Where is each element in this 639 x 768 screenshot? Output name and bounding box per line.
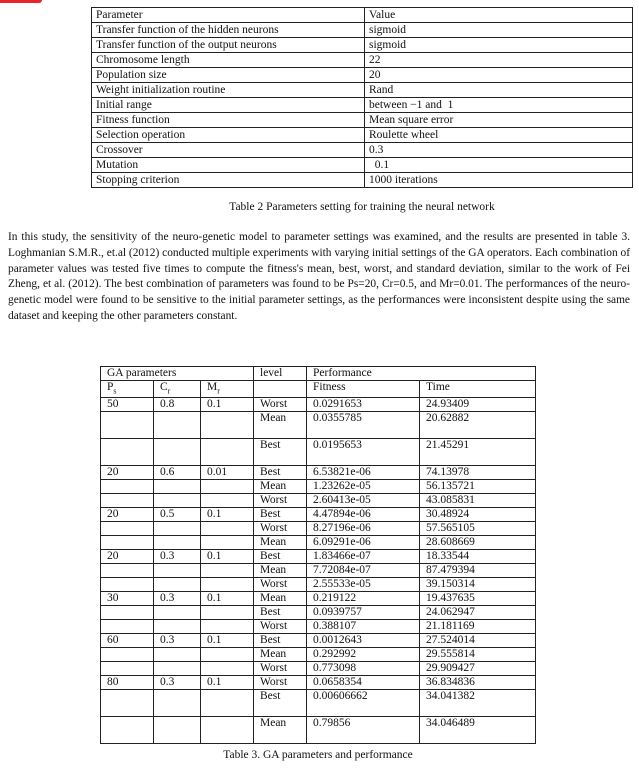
value-cell: Rand	[365, 83, 633, 98]
parameter-row	[92, 68, 633, 83]
mr-cell	[201, 717, 254, 744]
fitness-cell: 0.0012643	[307, 634, 420, 648]
ps-cell	[101, 480, 154, 494]
fitness-cell: 0.0658354	[307, 676, 420, 690]
mr-cell: 0.1	[201, 592, 254, 606]
mr-cell	[201, 606, 254, 620]
value-cell: 0.3	[365, 143, 633, 158]
ps-cell	[101, 439, 154, 466]
parameter-cell: Selection operation	[92, 128, 365, 143]
level-cell: Worst	[254, 676, 307, 690]
time-cell: 43.085831	[420, 494, 536, 508]
ps-cell	[101, 717, 154, 744]
fitness-cell: 0.0355785	[307, 412, 420, 439]
level-cell: Worst	[254, 578, 307, 592]
level-cell: Worst	[254, 522, 307, 536]
time-cell: 57.565105	[420, 522, 536, 536]
header-mr: $M_r$	[201, 381, 254, 398]
parameter-row	[92, 38, 633, 53]
table-row	[101, 592, 536, 606]
table-row	[101, 717, 536, 744]
fitness-cell: 0.0195653	[307, 439, 420, 466]
ps-cell: 30	[101, 592, 154, 606]
header-ga-parameters: GA parameters	[101, 367, 254, 381]
header-time: Time	[420, 381, 536, 398]
parameter-row	[92, 143, 633, 158]
cr-cell	[154, 690, 201, 717]
fitness-cell: 0.79856	[307, 717, 420, 744]
fitness-cell: 4.47894e-06	[307, 508, 420, 522]
parameter-row	[92, 113, 633, 128]
level-cell: Mean	[254, 564, 307, 578]
table-row	[101, 398, 536, 412]
time-cell: 27.524014	[420, 634, 536, 648]
mr-cell	[201, 480, 254, 494]
mr-cell	[201, 439, 254, 466]
fitness-cell: 1.23262e-05	[307, 480, 420, 494]
header-level: level	[254, 367, 307, 381]
header-performance: Performance	[307, 367, 536, 381]
ps-cell	[101, 690, 154, 717]
cr-cell	[154, 522, 201, 536]
parameter-cell: Weight initialization routine	[92, 83, 365, 98]
cr-cell: 0.3	[154, 592, 201, 606]
ga-performance-table	[100, 366, 536, 744]
value-cell: 1000 iterations	[365, 173, 633, 188]
level-cell: Best	[254, 466, 307, 480]
parameter-cell: Stopping criterion	[92, 173, 365, 188]
mr-cell: 0.01	[201, 466, 254, 480]
fitness-cell: 0.219122	[307, 592, 420, 606]
level-cell: Best	[254, 439, 307, 466]
header-parameter: Parameter	[92, 8, 365, 23]
cr-cell	[154, 412, 201, 439]
level-cell: Best	[254, 606, 307, 620]
fitness-cell: 2.55533e-05	[307, 578, 420, 592]
value-cell: between −1 and 1	[365, 98, 633, 113]
level-cell: Mean	[254, 717, 307, 744]
parameter-row	[92, 158, 633, 173]
mr-cell	[201, 536, 254, 550]
table-row	[101, 634, 536, 648]
table-row	[101, 606, 536, 620]
mr-cell	[201, 648, 254, 662]
cr-cell	[154, 564, 201, 578]
parameter-cell: Transfer function of the hidden neurons	[92, 23, 365, 38]
value-cell: sigmoid	[365, 38, 633, 53]
level-cell: Mean	[254, 536, 307, 550]
parameters-table-header	[92, 8, 633, 23]
header-ps: $P_s$	[101, 381, 154, 398]
level-cell: Worst	[254, 620, 307, 634]
fitness-cell: 6.09291e-06	[307, 536, 420, 550]
ps-cell	[101, 620, 154, 634]
fitness-cell: 0.0939757	[307, 606, 420, 620]
value-cell: 22	[365, 53, 633, 68]
mr-cell: 0.1	[201, 676, 254, 690]
ps-cell	[101, 536, 154, 550]
cr-cell	[154, 620, 201, 634]
header-value: Value	[365, 8, 633, 23]
time-cell: 87.479394	[420, 564, 536, 578]
mr-cell: 0.1	[201, 508, 254, 522]
table-row	[101, 494, 536, 508]
ps-cell: 20	[101, 550, 154, 564]
parameter-cell: Chromosome length	[92, 53, 365, 68]
table-row	[101, 550, 536, 564]
parameters-table	[91, 7, 633, 188]
ps-cell: 80	[101, 676, 154, 690]
time-cell: 34.046489	[420, 717, 536, 744]
ps-cell: 20	[101, 466, 154, 480]
cr-cell	[154, 662, 201, 676]
parameter-cell: Transfer function of the output neurons	[92, 38, 365, 53]
time-cell: 30.48924	[420, 508, 536, 522]
fitness-cell: 2.60413e-05	[307, 494, 420, 508]
table-row	[101, 466, 536, 480]
mr-cell: 0.1	[201, 550, 254, 564]
fitness-cell: 0.292992	[307, 648, 420, 662]
mr-cell	[201, 620, 254, 634]
mr-cell	[201, 662, 254, 676]
cr-cell	[154, 536, 201, 550]
level-cell: Mean	[254, 480, 307, 494]
cr-cell	[154, 480, 201, 494]
table-row	[101, 620, 536, 634]
value-cell: 20	[365, 68, 633, 83]
cr-cell	[154, 648, 201, 662]
fitness-cell: 8.27196e-06	[307, 522, 420, 536]
value-cell: Roulette wheel	[365, 128, 633, 143]
fitness-cell: 1.83466e-07	[307, 550, 420, 564]
parameter-cell: Population size	[92, 68, 365, 83]
cr-cell: 0.6	[154, 466, 201, 480]
ps-cell: 20	[101, 508, 154, 522]
cr-cell: 0.3	[154, 676, 201, 690]
table-3-caption: Table 3. GA parameters and performance	[223, 749, 413, 761]
level-cell: Mean	[254, 592, 307, 606]
cr-cell: 0.8	[154, 398, 201, 412]
fitness-cell: 7.72084e-07	[307, 564, 420, 578]
mr-cell	[201, 578, 254, 592]
cr-cell	[154, 717, 201, 744]
ps-cell	[101, 494, 154, 508]
mr-cell	[201, 494, 254, 508]
time-cell: 21.45291	[420, 439, 536, 466]
parameter-row	[92, 98, 633, 113]
time-cell: 20.62882	[420, 412, 536, 439]
table-row	[101, 690, 536, 717]
table-row	[101, 564, 536, 578]
level-cell: Mean	[254, 648, 307, 662]
cr-cell	[154, 439, 201, 466]
body-paragraph: In this study, the sensitivity of the neuro-genetic model to parameter settings was examined, and the results are presented in table 3. Loghmanian S.M.R., et.al (2012) conducted multiple experiments with varying initial settings of the GA operators. Each combination of parameter values was tested five times to compute the fitness's mean, best, worst, and standard deviation, similar to the work of Fei Zheng, et al. (2012). The best combination of parameters was found to be Ps=20, Cr=0.5, and Mr=0.01. The performances of the neuro-genetic model were found to be sensitive to the initial parameter settings, as the performances were inconsistent despite using the same dataset and keeping the other parameters constant.	[8, 231, 630, 322]
level-cell: Worst	[254, 398, 307, 412]
cr-cell	[154, 578, 201, 592]
header-cr: $C_r$	[154, 381, 201, 398]
ga-table-header-1	[101, 367, 536, 381]
time-cell: 21.181169	[420, 620, 536, 634]
table-row	[101, 648, 536, 662]
value-cell: sigmoid	[365, 23, 633, 38]
mr-cell: 0.1	[201, 398, 254, 412]
table-2-caption: Table 2 Parameters setting for training the neural network	[229, 201, 495, 213]
ps-cell	[101, 522, 154, 536]
time-cell: 56.135721	[420, 480, 536, 494]
mr-cell	[201, 412, 254, 439]
ps-cell	[101, 564, 154, 578]
level-cell: Worst	[254, 662, 307, 676]
table-row	[101, 439, 536, 466]
table-row	[101, 508, 536, 522]
level-cell: Best	[254, 508, 307, 522]
parameter-cell: Fitness function	[92, 113, 365, 128]
mr-cell	[201, 564, 254, 578]
cr-cell	[154, 606, 201, 620]
fitness-cell: 0.388107	[307, 620, 420, 634]
parameter-cell: Crossover	[92, 143, 365, 158]
time-cell: 34.041382	[420, 690, 536, 717]
level-cell: Best	[254, 690, 307, 717]
value-cell: 0.1	[365, 158, 633, 173]
level-cell: Worst	[254, 494, 307, 508]
table-row	[101, 676, 536, 690]
parameter-cell: Mutation	[92, 158, 365, 173]
cr-cell: 0.3	[154, 550, 201, 564]
time-cell: 24.93409	[420, 398, 536, 412]
parameter-row	[92, 128, 633, 143]
accent-stripe	[0, 0, 42, 3]
header-level-blank	[254, 381, 307, 398]
level-cell: Best	[254, 550, 307, 564]
table-row	[101, 536, 536, 550]
level-cell: Mean	[254, 412, 307, 439]
cr-cell: 0.5	[154, 508, 201, 522]
ps-cell	[101, 578, 154, 592]
header-fitness: Fitness	[307, 381, 420, 398]
ga-table-header-2	[101, 381, 536, 398]
fitness-cell: 0.773098	[307, 662, 420, 676]
mr-cell: 0.1	[201, 634, 254, 648]
mr-cell	[201, 690, 254, 717]
table-row	[101, 522, 536, 536]
time-cell: 28.608669	[420, 536, 536, 550]
ps-cell	[101, 606, 154, 620]
parameter-row	[92, 83, 633, 98]
time-cell: 36.834836	[420, 676, 536, 690]
fitness-cell: 6.53821e-06	[307, 466, 420, 480]
level-cell: Best	[254, 634, 307, 648]
ps-cell: 50	[101, 398, 154, 412]
time-cell: 18.33544	[420, 550, 536, 564]
ps-cell	[101, 662, 154, 676]
time-cell: 29.555814	[420, 648, 536, 662]
ps-cell: 60	[101, 634, 154, 648]
fitness-cell: 0.0291653	[307, 398, 420, 412]
parameter-cell: Initial range	[92, 98, 365, 113]
parameter-row	[92, 173, 633, 188]
time-cell: 24.062947	[420, 606, 536, 620]
cr-cell: 0.3	[154, 634, 201, 648]
time-cell: 39.150314	[420, 578, 536, 592]
time-cell: 74.13978	[420, 466, 536, 480]
ps-cell	[101, 648, 154, 662]
table-row	[101, 412, 536, 439]
table-row	[101, 480, 536, 494]
value-cell: Mean square error	[365, 113, 633, 128]
table-row	[101, 578, 536, 592]
parameter-row	[92, 23, 633, 38]
fitness-cell: 0.00606662	[307, 690, 420, 717]
mr-cell	[201, 522, 254, 536]
time-cell: 29.909427	[420, 662, 536, 676]
parameter-row	[92, 53, 633, 68]
cr-cell	[154, 494, 201, 508]
time-cell: 19.437635	[420, 592, 536, 606]
table-row	[101, 662, 536, 676]
ps-cell	[101, 412, 154, 439]
